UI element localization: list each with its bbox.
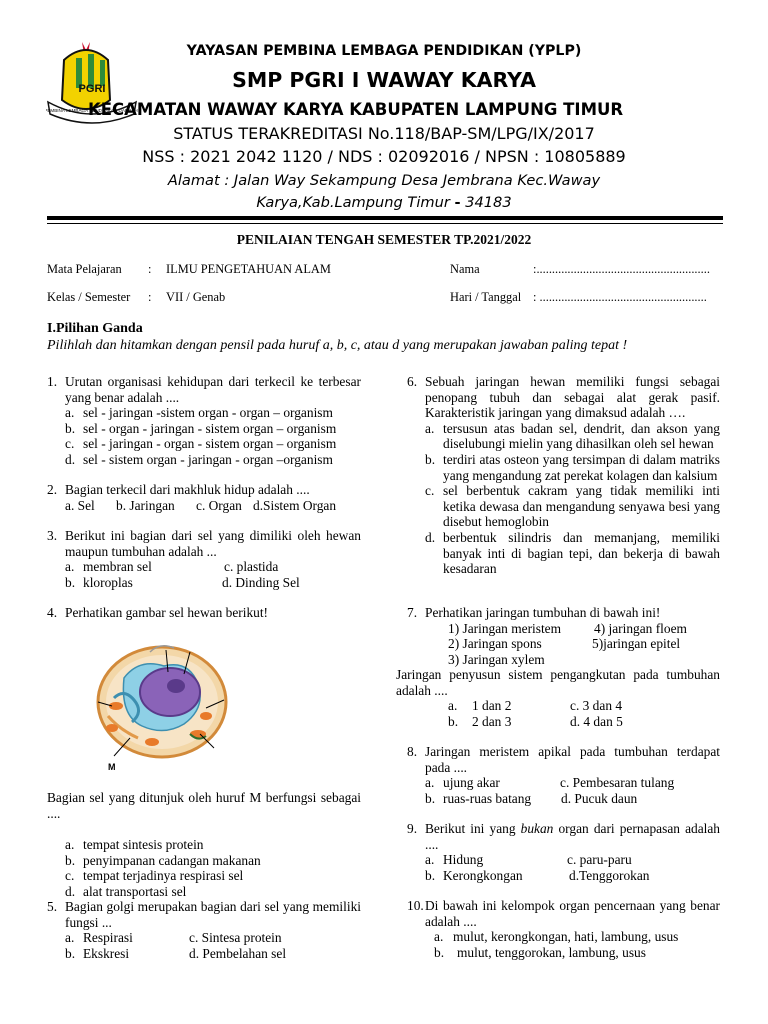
list-item-2: 2) Jaringan spons [448,636,542,652]
option-c[interactable]: c. Pembesaran tulang [560,775,675,791]
option-c[interactable]: c. 3 dan 4 [570,698,623,713]
section-instruction: Pilihlah dan hitamkan dengan pensil pada huruf a, b, c, atau d yang merupakan jawaban paling tepat ! [47,338,628,353]
option-c[interactable]: c. sel berbentuk cakram yang tidak memiliki inti ketika dewasa dan mengandung senyawa besi yang disebut hemoglobin [425,483,720,530]
question-3 [47,528,361,591]
option-d[interactable]: d. Pembelahan sel [189,946,287,962]
address-line-2 [0,194,768,211]
subject-label: Mata Pelajaran [47,262,122,276]
option-c[interactable]: c. sel - jaringan - organ - sistem organ – organism [65,436,337,452]
school-name: SMP PGRI I WAWAY KARYA [232,68,536,92]
question-number: 1. [47,374,58,389]
animal-cell-image [94,638,234,776]
name-label: Nama [450,262,480,276]
option-b[interactable]: b. kloroplas [65,575,133,591]
option-a[interactable]: a. ujung akar [425,775,500,791]
foundation-name: YAYASAN PEMBINA LEMBAGA PENDIDIKAN (YPLP) [186,43,582,59]
question-2 [47,482,361,514]
date-field[interactable]: : ...................................................... [533,290,707,304]
question-number: 2. [47,482,58,497]
question-text: Berikut ini bagian dari sel yang dimiliki oleh hewan maupun tumbuhan adalah ... [65,528,361,559]
option-d[interactable]: d. berbentuk silindris dan memanjang, memiliki banyak inti di bagian tepi, dan bekerja di bawah kesadaran [425,529,720,577]
section-title: I.Pilihan Ganda [47,321,143,336]
option-a[interactable]: a. Sel [65,497,95,513]
question-7-options [407,698,720,729]
option-a[interactable]: a. tempat sintesis protein [65,837,204,852]
logo-text: PGRI [78,83,106,95]
option-a[interactable]: a. membran sel [65,559,152,575]
option-b[interactable]: b. Ekskresi [65,946,130,962]
question-number: 4. [47,605,58,620]
header-divider-thin [47,223,723,224]
option-d[interactable]: d. Dinding Sel [222,575,300,591]
address-text: Karya,Kab.Lampung Timur [256,194,450,211]
option-b[interactable]: b. Jaringan [116,497,175,513]
list-item-4: 4) jaringan floem [594,620,687,636]
class-label: Kelas / Semester [47,290,131,304]
list-item-1: 1) Jaringan meristem [448,620,562,636]
question-number: 3. [47,528,58,543]
option-a[interactable]: a. 1 dan 2 [448,698,512,713]
question-8 [407,744,720,806]
question-text: Jaringan meristem apikal pada tumbuhan terdapat pada .... [425,744,720,775]
option-c[interactable]: c. paru-paru [567,852,632,868]
option-c[interactable]: c. tempat terjadinya respirasi sel [65,868,244,884]
option-d[interactable]: d. sel - sistem organ - jaringan - organ –organism [65,451,333,467]
question-text: Bagian terkecil dari makhluk hidup adalah .... [65,482,310,497]
option-c[interactable]: c. Sintesa protein [189,930,282,946]
option-a[interactable]: a. sel - jaringan -sistem organ - organ – organism [65,405,333,421]
question-1 [47,374,361,468]
question-text: Perhatikan gambar sel hewan berikut! [65,605,269,620]
question-text: Sebuah jaringan hewan memiliki fungsi sebagai penopang tubuh dan sebagai alat gerak pasif. Karakteristik jaringan yang dimaksud adalah …. [425,374,720,421]
option-a[interactable]: a. Hidung [425,852,484,868]
postcode: 34183 [465,194,512,211]
option-d[interactable]: d. 4 dan 5 [570,713,623,729]
address-dash: - [454,194,461,211]
header-divider-thick [47,216,723,220]
question-5 [47,899,361,962]
cell-label-m: M [108,762,116,772]
option-a[interactable]: a. tersusun atas badan sel, dendrit, dan akson yang diselubungi mielin yang dihasilkan oleh sel hewan [425,420,720,452]
exam-title: PENILAIAN TENGAH SEMESTER TP.2021/2022 [236,232,532,247]
option-a[interactable]: a. mulut, kerongkongan, hati, lambung, usus [434,929,679,945]
option-b[interactable]: b. Kerongkongan [425,867,523,883]
question-number: 9. [407,821,418,836]
date-label: Hari / Tanggal [450,290,522,304]
question-text: Berikut ini yang bukan organ dari pernapasan adalah .... [425,821,721,852]
question-number: 5. [47,899,58,914]
option-c[interactable]: c. Organ [196,497,242,513]
option-d[interactable]: d.Sistem Organ [253,497,337,513]
question-9 [407,821,720,883]
option-b[interactable]: b. terdiri atas osteon yang tersimpan di dalam matriks yang mengandung zat perekat kolagen dan kalsium [425,451,720,483]
question-number: 6. [407,374,418,389]
class-value: VII / Genab [166,290,226,304]
option-a[interactable]: a. Respirasi [65,930,133,946]
logo-ring-text: PEMBINA LEMBAGA PENDIDIKAN DAERAH [46,108,138,113]
question-text: Urutan organisasi kehidupan dari terkecil ke terbesar yang benar adalah .... [65,374,361,405]
list-item-3: 3) Jaringan xylem [448,651,545,667]
name-field[interactable]: :........................................................ [533,262,710,276]
question-4-options [47,837,361,899]
address-line-1: Alamat : Jalan Way Sekampung Desa Jembrana Kec.Waway [167,172,601,189]
subject-value: ILMU PENGETAHUAN ALAM [166,262,331,276]
option-b[interactable]: b. ruas-ruas batang [425,790,532,806]
question-text: Bagian golgi merupakan bagian dari sel yang memiliki fungsi ... [65,899,361,930]
question-7-stem: Jaringan penyusun sistem pengangkutan pada tumbuhan adalah .... [396,667,720,698]
subject-sep: : [148,262,152,276]
question-4 [47,605,361,621]
option-b[interactable]: b. 2 dan 3 [448,713,512,729]
question-6 [407,374,720,577]
option-d[interactable]: d.Tenggorokan [569,867,650,883]
question-number: 10. [407,898,424,913]
option-b[interactable]: b. penyimpanan cadangan makanan [65,852,261,868]
option-b[interactable]: b. sel - organ - jaringan - sistem organ – organism [65,420,337,436]
question-text: Perhatikan jaringan tumbuhan di bawah ini! [425,605,661,620]
question-4-stem: Bagian sel yang ditunjuk oleh huruf M berfungsi sebagai .... [47,790,361,821]
list-item-5: 5)jaringan epitel [592,636,681,652]
accreditation: STATUS TERAKREDITASI No.118/BAP-SM/LPG/IX/2017 [173,124,595,143]
school-ids: NSS : 2021 2042 1120 / NDS : 02092016 / NPSN : 10805889 [142,147,626,166]
option-c[interactable]: c. plastida [224,559,279,575]
question-number: 7. [407,605,418,620]
question-number: 8. [407,744,418,759]
question-10 [407,898,720,960]
option-d[interactable]: d. alat transportasi sel [65,883,187,899]
question-7 [407,605,720,667]
class-sep: : [148,290,152,304]
option-b[interactable]: b. mulut, tenggorokan, lambung, usus [434,944,646,960]
option-d[interactable]: d. Pucuk daun [561,790,638,806]
question-text: Di bawah ini kelompok organ pencernaan yang benar adalah .... [425,898,720,929]
district-name: KECAMATAN WAWAY KARYA KABUPATEN LAMPUNG TIMUR [88,100,624,119]
